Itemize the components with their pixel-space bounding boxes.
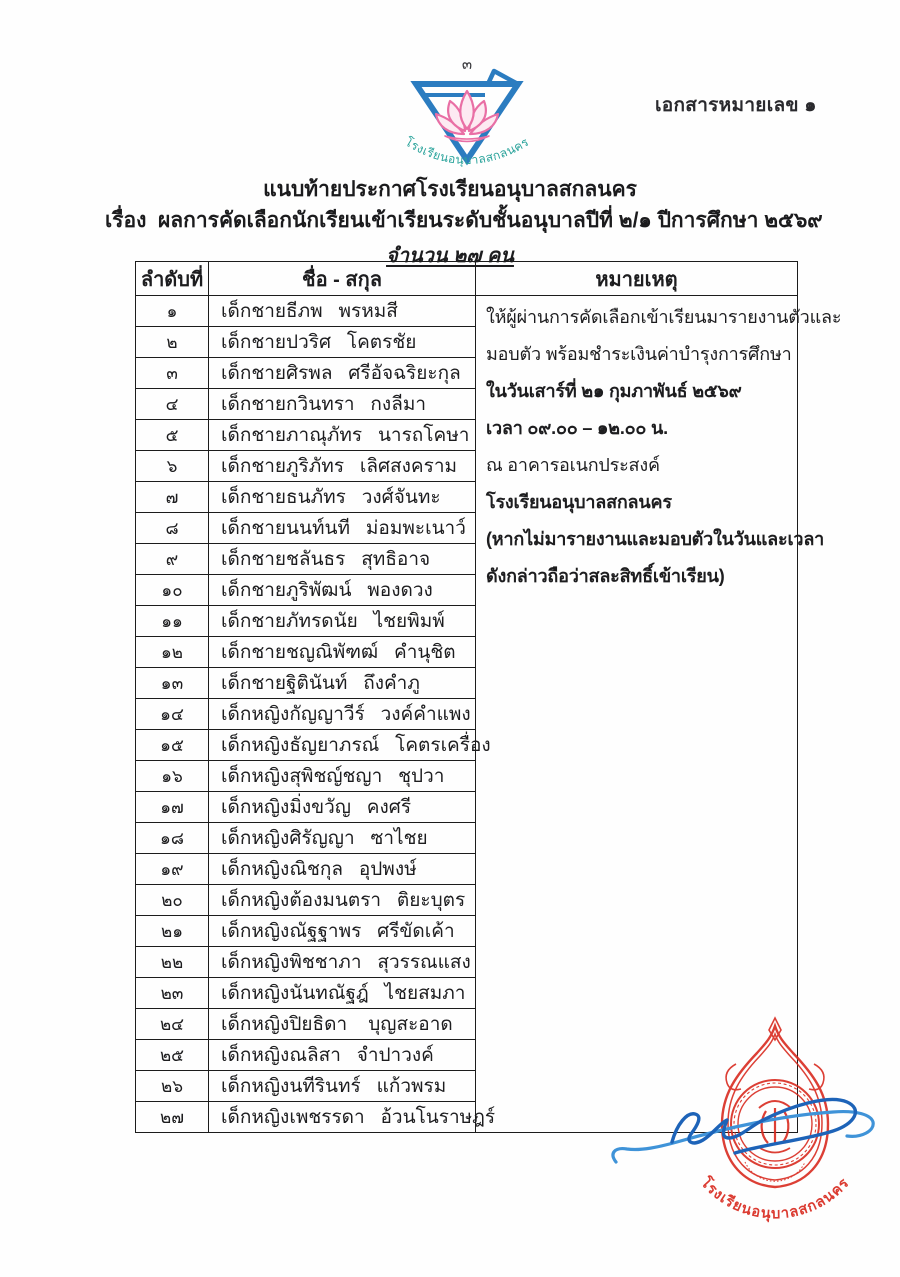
row-order-number: ๑๖ bbox=[136, 761, 209, 792]
row-order-number: ๑ bbox=[136, 296, 209, 327]
student-name: เด็กหญิงเพชรรดา อ้วนโนราษฎร์ bbox=[209, 1102, 476, 1133]
row-order-number: ๑๘ bbox=[136, 823, 209, 854]
student-name: เด็กหญิงณัฐฐาพร ศรีขัดเค้า bbox=[209, 916, 476, 947]
remark-line: เวลา ๐๙.๐๐ – ๑๒.๐๐ น. bbox=[486, 418, 668, 438]
stamp-school-name: โรงเรียนอนุบาลสกลนคร bbox=[697, 1174, 853, 1223]
student-name: เด็กหญิงกัญญาวีร์ วงค์คำแพง bbox=[209, 699, 476, 730]
student-name: เด็กชายชญณิพัฑฒ์ คำนุชิต bbox=[209, 637, 476, 668]
student-name: เด็กหญิงต้องมนตรา ติยะบุตร bbox=[209, 885, 476, 916]
logo-school-name: โรงเรียนอนุบาลสกลนคร bbox=[402, 134, 532, 168]
student-name: เด็กชายภูริภัทร เลิศสงคราม bbox=[209, 451, 476, 482]
student-name: เด็กหญิงณิชกุล อุปพงษ์ bbox=[209, 854, 476, 885]
student-name: เด็กหญิงณลิสา จำปาวงค์ bbox=[209, 1040, 476, 1071]
school-logo bbox=[392, 54, 542, 176]
logo-number: ๓ bbox=[461, 56, 473, 73]
header-remarks: หมายเหตุ bbox=[476, 262, 798, 296]
remark-line: ให้ผู้ผ่านการคัดเลือกเข้าเรียนมารายงานตัวและ bbox=[486, 307, 842, 327]
student-name: เด็กชายปวริศ โคตรชัย bbox=[209, 327, 476, 358]
row-order-number: ๓ bbox=[136, 358, 209, 389]
remark-line: (หากไม่มารายงานและมอบตัวในวันและเวลา bbox=[486, 529, 825, 549]
doc-number-label: เอกสารหมายเลข ๑ bbox=[655, 95, 817, 116]
title-block bbox=[105, 174, 823, 271]
row-order-number: ๗ bbox=[136, 482, 209, 513]
signature-icon bbox=[613, 1099, 873, 1162]
row-order-number: ๑๗ bbox=[136, 792, 209, 823]
student-name: เด็กชายภาณุภัทร นารถโคษา bbox=[209, 420, 476, 451]
student-name: เด็กชายภูริพัฒน์ พองดวง bbox=[209, 575, 476, 606]
row-order-number: ๑๐ bbox=[136, 575, 209, 606]
stamp-and-signature bbox=[585, 1012, 900, 1267]
row-order-number: ๒๔ bbox=[136, 1009, 209, 1040]
remark-line: ณ อาคารอเนกประสงค์ bbox=[486, 455, 660, 475]
header-name: ชื่อ - สกุล bbox=[209, 262, 476, 296]
row-order-number: ๒๑ bbox=[136, 916, 209, 947]
student-roster-table bbox=[135, 261, 842, 1133]
student-name: เด็กชายศิรพล ศรีอัจฉริยะกุล bbox=[209, 358, 476, 389]
student-name: เด็กชายฐิตินันท์ ถึงคำภู bbox=[209, 668, 476, 699]
student-name: เด็กชายธนภัทร วงศ์จันทะ bbox=[209, 482, 476, 513]
remark-line: โรงเรียนอนุบาลสกลนคร bbox=[486, 492, 672, 512]
remark-line: ในวันเสาร์ที่ ๒๑ กุมภาพันธ์ ๒๕๖๙ bbox=[486, 381, 742, 401]
row-order-number: ๒๓ bbox=[136, 978, 209, 1009]
student-table-body bbox=[136, 296, 842, 1133]
row-order-number: ๒๒ bbox=[136, 947, 209, 978]
student-name: เด็กหญิงธัญยาภรณ์ โคตรเครื่อง bbox=[209, 730, 476, 761]
student-name: เด็กชายภัทรดนัย ไชยพิมพ์ bbox=[209, 606, 476, 637]
student-name: เด็กหญิงนันทณัฐฎ์ ไชยสมภา bbox=[209, 978, 476, 1009]
page-title-line1: แนบท้ายประกาศโรงเรียนอนุบาลสกลนคร bbox=[263, 178, 637, 201]
remarks-cell bbox=[476, 296, 842, 1133]
remark-line: มอบตัว พร้อมชำระเงินค่าบำรุงการศึกษา bbox=[486, 344, 792, 364]
student-name: เด็กชายนนท์นที ม่อมพะเนาว์ bbox=[209, 513, 476, 544]
row-order-number: ๖ bbox=[136, 451, 209, 482]
student-name: เด็กชายกวินทรา กงลีมา bbox=[209, 389, 476, 420]
lotus-icon bbox=[436, 91, 498, 142]
table-header-row bbox=[136, 262, 798, 296]
row-order-number: ๑๕ bbox=[136, 730, 209, 761]
row-order-number: ๑๓ bbox=[136, 668, 209, 699]
row-order-number: ๕ bbox=[136, 420, 209, 451]
student-count-line: จำนวน ๒๗ คน bbox=[386, 245, 514, 267]
table-row bbox=[136, 296, 798, 327]
row-order-number: ๒๖ bbox=[136, 1071, 209, 1102]
header-order-no: ลำดับที่ bbox=[136, 262, 209, 296]
row-order-number: ๒ bbox=[136, 327, 209, 358]
row-order-number: ๑๙ bbox=[136, 854, 209, 885]
row-order-number: ๒๐ bbox=[136, 885, 209, 916]
row-order-number: ๑๔ bbox=[136, 699, 209, 730]
student-name: เด็กหญิงสุพิชญ์ชญา ชุปวา bbox=[209, 761, 476, 792]
student-name: เด็กหญิงนทีรินทร์ แก้วพรม bbox=[209, 1071, 476, 1102]
row-order-number: ๔ bbox=[136, 389, 209, 420]
student-name: เด็กหญิงมิ่งขวัญ คงศรี bbox=[209, 792, 476, 823]
page-title-line2: เรื่อง ผลการคัดเลือกนักเรียนเข้าเรียนระดับชั้นอนุบาลปีที่ ๒/๑ ปีการศึกษา ๒๕๖๙ bbox=[105, 209, 823, 232]
row-order-number: ๘ bbox=[136, 513, 209, 544]
row-order-number: ๑๑ bbox=[136, 606, 209, 637]
row-order-number: ๑๒ bbox=[136, 637, 209, 668]
row-order-number: ๒๕ bbox=[136, 1040, 209, 1071]
row-order-number: ๙ bbox=[136, 544, 209, 575]
student-name: เด็กหญิงพิชชาภา สุวรรณแสง bbox=[209, 947, 476, 978]
remark-line: ดังกล่าวถือว่าสละสิทธิ์เข้าเรียน) bbox=[486, 566, 725, 586]
student-name: เด็กหญิงศิรัญญา ซาไชย bbox=[209, 823, 476, 854]
student-name: เด็กชายธีภพ พรหมสี bbox=[209, 296, 476, 327]
student-name: เด็กหญิงปิยธิดา บุญสะอาด bbox=[209, 1009, 476, 1040]
student-name: เด็กชายชลันธร สุทธิอาจ bbox=[209, 544, 476, 575]
row-order-number: ๒๗ bbox=[136, 1102, 209, 1133]
